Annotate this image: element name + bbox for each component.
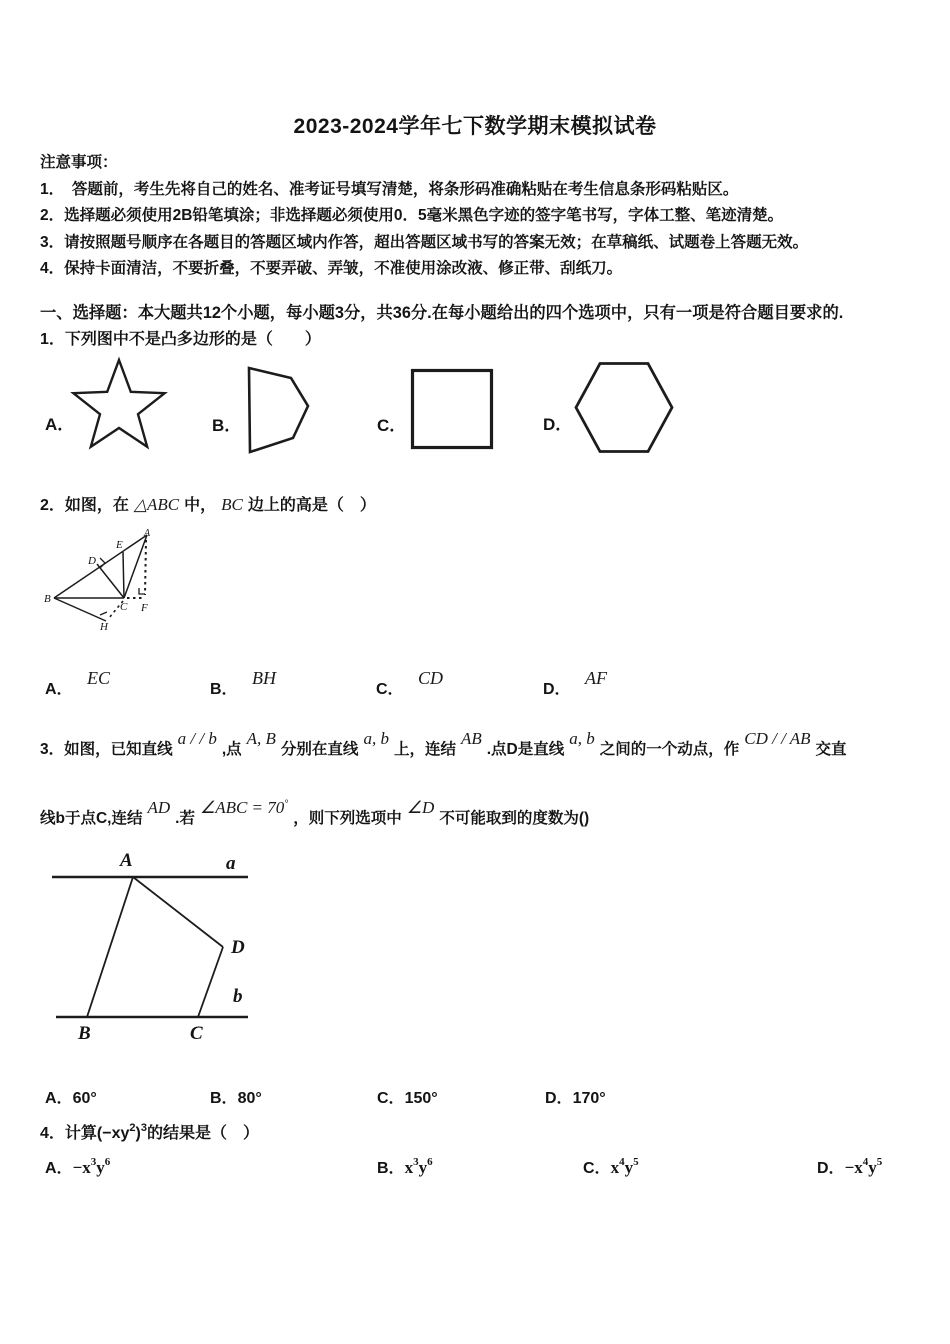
q4-option-b-value: $x^3y^6$ — [404, 1156, 433, 1177]
q3-math-cd-parallel-ab: CD / / AB — [744, 729, 811, 748]
q4-option-a — [45, 1155, 110, 1178]
q4-option-b-label: B． — [377, 1160, 405, 1177]
fig2-label-d: D — [88, 555, 96, 567]
q1-option-b-label: B． — [212, 416, 242, 435]
fig3-label-b-line: b — [233, 986, 243, 1007]
q2-text-part: 2．如图，在 — [40, 497, 129, 514]
q3-text-part: 分别在直线 — [280, 741, 359, 758]
q4-exponent-3: 3 — [140, 1121, 147, 1134]
q2-option-a — [45, 668, 111, 699]
q3-option-d-value: 170° — [572, 1090, 606, 1107]
q2-triangle-figure — [43, 527, 158, 635]
question-1-text: 1．下列图中不是凸多边形的是（ ） — [40, 331, 321, 348]
q1-option-d-label: D． — [543, 415, 573, 434]
q4-option-c — [583, 1155, 639, 1178]
q2-option-b — [210, 668, 277, 699]
fig2-label-f: F — [141, 602, 148, 614]
q3-math-lines-ab: a, b — [363, 729, 389, 748]
q3-text-part: ,点 — [221, 741, 242, 758]
notice-heading: 注意事项： — [40, 154, 118, 171]
q2-option-d — [543, 668, 608, 699]
q3-parallel-lines-figure — [50, 846, 300, 1051]
question-2-text — [40, 492, 376, 515]
q3-math-segment-ab: AB — [460, 729, 482, 748]
q4-exponent-2: 2 — [129, 1121, 136, 1134]
fig2-label-e: E — [116, 539, 123, 551]
q4-option-c-label: C． — [583, 1160, 611, 1177]
q4-option-d — [817, 1155, 882, 1178]
q3-option-a-label: A． — [45, 1090, 73, 1107]
fig2-label-c: C — [120, 601, 128, 613]
q3-option-b — [210, 1085, 262, 1108]
q2-option-c-value: CD — [418, 668, 444, 688]
fig2-label-a: A — [144, 528, 151, 539]
q3-option-c-label: C． — [377, 1090, 405, 1107]
q2-option-c-label: C． — [376, 681, 404, 698]
fig3-label-b-point: B — [78, 1023, 91, 1044]
q4-option-c-value: $x^4y^5$ — [610, 1156, 639, 1177]
degree-sign: ° — [284, 798, 289, 810]
q2-text-part: 边上的高是（ ） — [247, 497, 376, 514]
question-4-text — [40, 1120, 259, 1143]
square-shape — [410, 368, 494, 450]
q4-text-part: 4．计算(−xy — [40, 1125, 130, 1142]
q3-math-lines-ab2: a, b — [569, 729, 595, 748]
q2-math-bc: BC — [221, 495, 243, 514]
q3-text-part: .点D是直线 — [486, 741, 565, 758]
notice-item-1: 1． 答题前，考生先将自己的姓名、准考证号填写清楚，将条形码准确粘贴在考生信息条形码粘贴区。 — [40, 181, 739, 198]
question-3-line1 — [40, 729, 847, 759]
q1-option-a-label: A． — [45, 415, 75, 434]
q3-text-part: 3．如图，已知直线 — [40, 741, 173, 758]
section-heading: 一、选择题：本大题共12个小题，每小题3分，共36分.在每小题给出的四个选项中，只有一项是符合题目要求的. — [40, 304, 844, 322]
q4-option-a-value: $-x^3y^6$ — [72, 1156, 111, 1177]
q3-text-part: 上，连结 — [393, 741, 456, 758]
q3-text-part: 线b于点C,连结 — [40, 810, 143, 827]
q3-option-c — [377, 1085, 438, 1108]
q4-text-part: 的结果是（ ） — [146, 1125, 259, 1142]
q3-option-a-value: 60° — [72, 1090, 97, 1107]
q2-option-a-value: EC — [87, 668, 111, 688]
q3-text-part: 不可能取到的度数为() — [439, 810, 590, 827]
q2-option-b-label: B． — [210, 681, 238, 698]
q2-option-a-label: A． — [45, 681, 73, 698]
fig3-label-a-line: a — [226, 853, 236, 874]
q3-math-angle-d: ∠D — [406, 798, 435, 817]
fig3-label-c-point: C — [190, 1023, 203, 1044]
q3-option-a — [45, 1085, 97, 1108]
q4-option-b — [377, 1155, 433, 1178]
star-shape — [68, 356, 170, 456]
q2-option-d-value: AF — [585, 668, 608, 688]
q3-math-points-ab: A, B — [246, 729, 276, 748]
q2-math-abc: △ABC — [133, 495, 180, 514]
q3-text-part: 之间的一个动点，作 — [599, 741, 740, 758]
q4-option-d-label: D． — [817, 1160, 845, 1177]
fig2-label-b: B — [44, 593, 51, 605]
q3-option-b-value: 80° — [237, 1090, 262, 1107]
q3-math-angle-abc — [200, 798, 288, 818]
notice-item-3: 3．请按照题号顺序在各题目的答题区域内作答，超出答题区域书写的答案无效；在草稿纸、试题卷上答题无效。 — [40, 234, 809, 251]
pentagon-shape — [246, 366, 312, 456]
q4-option-d-value: $-x^4y^5$ — [844, 1156, 883, 1177]
page-title: 2023-2024学年七下数学期末模拟试卷 — [293, 115, 657, 138]
q3-math-ad: AD — [147, 798, 171, 817]
question-3-line2 — [40, 798, 590, 828]
q3-option-c-value: 150° — [404, 1090, 438, 1107]
q3-option-d-label: D． — [545, 1090, 573, 1107]
q3-text-part: ，则下列选项中 — [293, 810, 402, 827]
q2-option-c — [376, 668, 444, 699]
q2-text-part: 中， — [184, 497, 217, 514]
fig3-label-d-point: D — [231, 937, 245, 958]
hexagon-shape — [573, 359, 675, 456]
q2-option-b-value: BH — [252, 668, 277, 688]
q3-option-d — [545, 1085, 606, 1108]
q3-option-b-label: B． — [210, 1090, 238, 1107]
fig3-label-a-point: A — [120, 850, 133, 871]
fig2-label-h: H — [100, 621, 108, 633]
notice-item-2: 2．选择题必须使用2B铅笔填涂；非选择题必须使用0．5毫米黑色字迹的签字笔书写，字体工整、笔迹清楚。 — [40, 207, 784, 224]
q2-option-d-label: D． — [543, 681, 571, 698]
q3-text-part: 交直 — [815, 741, 847, 758]
notice-item-4: 4．保持卡面清洁，不要折叠，不要弄破、弄皱，不准使用涂改液、修正带、刮纸刀。 — [40, 260, 623, 277]
q4-text-part: ) — [135, 1125, 141, 1142]
q3-text-part: .若 — [175, 810, 195, 827]
q4-option-a-label: A． — [45, 1160, 73, 1177]
q3-angle-abc-value: ∠ABC = 70 — [199, 798, 285, 817]
q3-math-a-parallel-b: a / / b — [177, 729, 217, 748]
q1-option-c-label: C． — [377, 416, 407, 435]
